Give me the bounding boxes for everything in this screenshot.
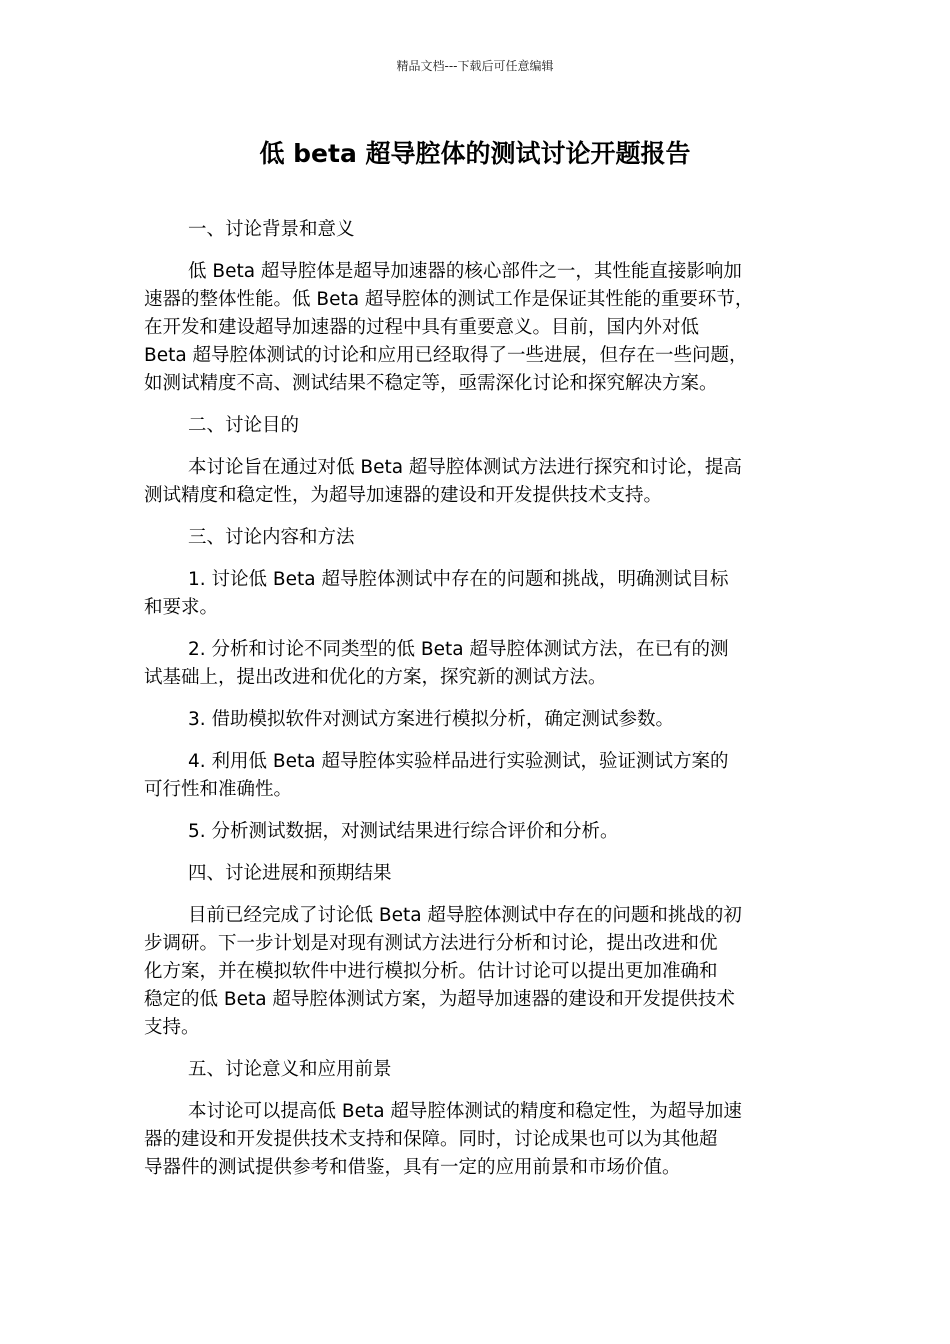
text-line: 目前已经完成了讨论低 Beta 超导腔体测试中存在的问题和挑战的初	[188, 905, 742, 926]
text-line: Beta 超导腔体测试的讨论和应用已经取得了一些进展，但存在一些问题，	[144, 345, 748, 366]
list-item-2	[144, 636, 808, 692]
list-item-5	[144, 818, 808, 846]
text-line: 化方案，并在模拟软件中进行模拟分析。估计讨论可以提出更加准确和	[144, 961, 718, 982]
paragraph-significance	[144, 1098, 808, 1182]
list-item-3	[144, 706, 808, 734]
text-line: 在开发和建设超导加速器的过程中具有重要意义。目前，国内外对低	[144, 317, 700, 338]
text-line: 器的建设和开发提供技术支持和保障。同时，讨论成果也可以为其他超	[144, 1129, 718, 1150]
text-line: 本讨论可以提高低 Beta 超导腔体测试的精度和稳定性，为超导加速	[188, 1101, 742, 1122]
text-line: 5. 分析测试数据，对测试结果进行综合评价和分析。	[188, 821, 619, 842]
text-line: 速器的整体性能。低 Beta 超导腔体的测试工作是保证其性能的重要环节，	[144, 289, 754, 310]
paragraph-purpose	[144, 454, 808, 510]
paragraph-background	[144, 258, 808, 398]
section-heading-progress: 四、讨论进展和预期结果	[188, 863, 392, 884]
section-heading-significance: 五、讨论意义和应用前景	[188, 1059, 392, 1080]
list-item-1	[144, 566, 808, 622]
text-line: 本讨论旨在通过对低 Beta 超导腔体测试方法进行探究和讨论，提高	[188, 457, 742, 478]
header-note: 精品文档---下载后可任意编辑	[396, 59, 554, 73]
paragraph-progress	[144, 902, 808, 1042]
text-line: 如测试精度不高、测试结果不稳定等，亟需深化讨论和探究解决方案。	[144, 373, 718, 394]
text-line: 可行性和准确性。	[144, 779, 293, 800]
text-line: 导器件的测试提供参考和借鉴，具有一定的应用前景和市场价值。	[144, 1157, 681, 1178]
list-item-4	[144, 748, 808, 804]
text-line: 1. 讨论低 Beta 超导腔体测试中存在的问题和挑战，明确测试目标	[188, 569, 729, 590]
text-line: 低 Beta 超导腔体是超导加速器的核心部件之一，其性能直接影响加	[188, 261, 742, 282]
text-line: 步调研。下一步计划是对现有测试方法进行分析和讨论，提出改进和优	[144, 933, 718, 954]
section-heading-background: 一、讨论背景和意义	[188, 219, 355, 240]
text-line: 支持。	[144, 1017, 200, 1038]
section-heading-purpose: 二、讨论目的	[188, 415, 300, 436]
text-line: 3. 借助模拟软件对测试方案进行模拟分析，确定测试参数。	[188, 709, 675, 730]
text-line: 2. 分析和讨论不同类型的低 Beta 超导腔体测试方法，在已有的测	[188, 639, 729, 660]
document-body	[144, 216, 808, 1196]
section-heading-content-methods: 三、讨论内容和方法	[188, 527, 355, 548]
text-line: 稳定的低 Beta 超导腔体测试方案，为超导加速器的建设和开发提供技术	[144, 989, 735, 1010]
text-line: 试基础上，提出改进和优化的方案，探究新的测试方法。	[144, 667, 607, 688]
document-title: 低 beta 超导腔体的测试讨论开题报告	[259, 139, 691, 168]
text-line: 和要求。	[144, 597, 219, 618]
text-line: 4. 利用低 Beta 超导腔体实验样品进行实验测试，验证测试方案的	[188, 751, 729, 772]
text-line: 测试精度和稳定性，为超导加速器的建设和开发提供技术支持。	[144, 485, 663, 506]
